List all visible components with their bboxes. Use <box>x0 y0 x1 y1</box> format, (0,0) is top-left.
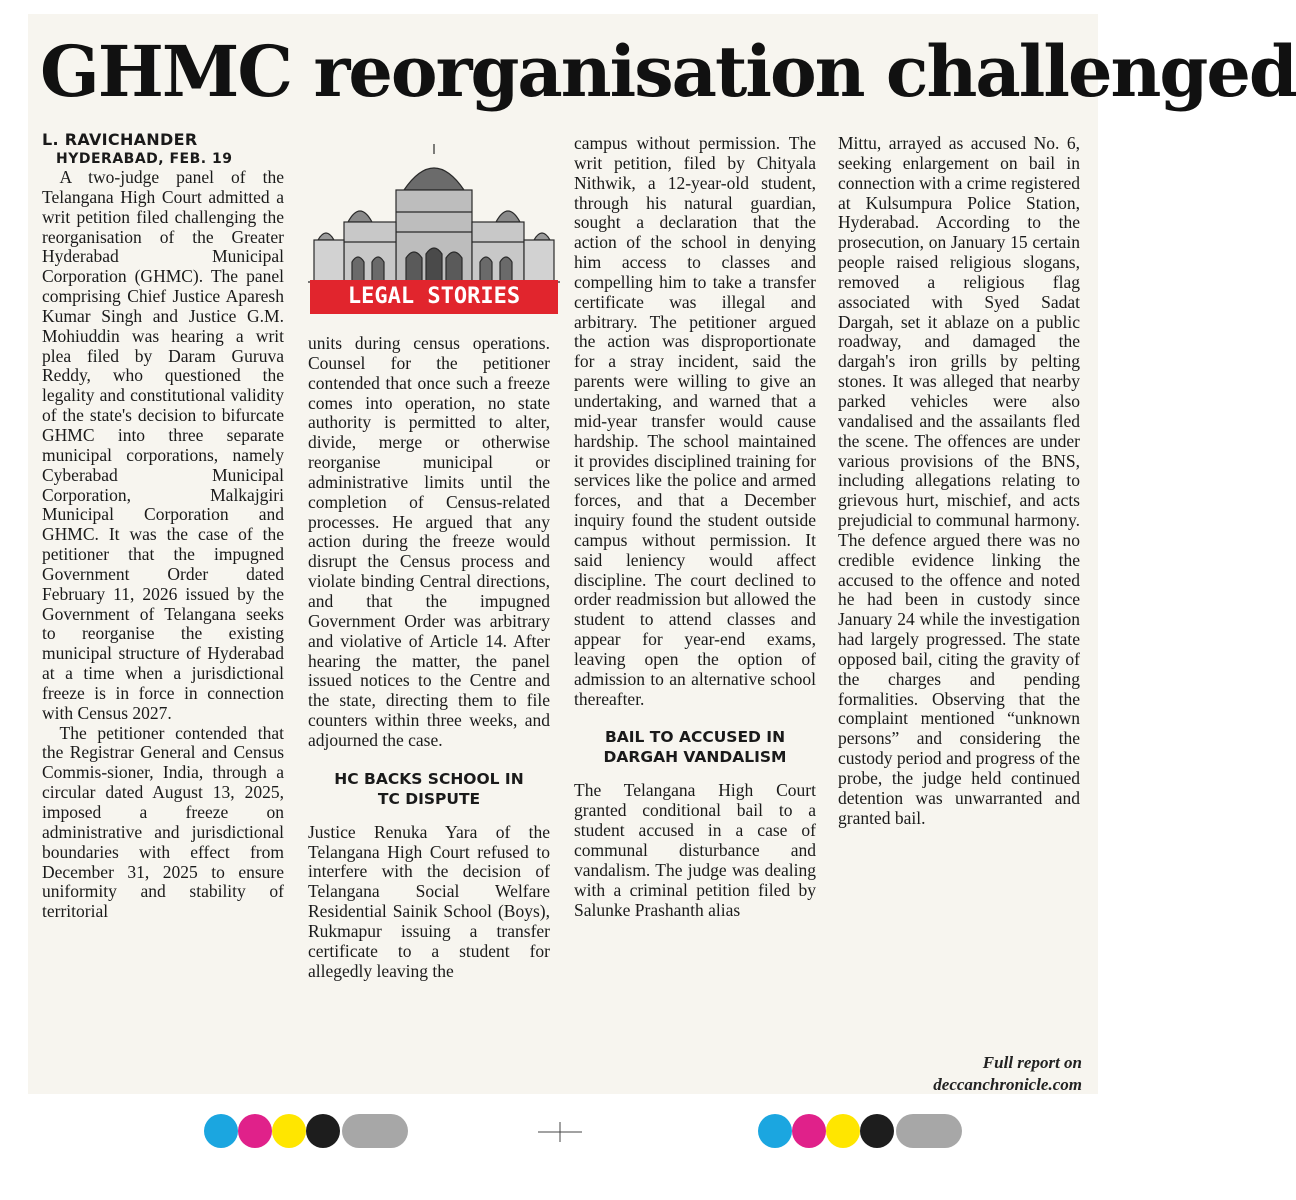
magenta-dot <box>792 1114 826 1148</box>
column-4 <box>838 134 1080 829</box>
magenta-dot <box>238 1114 272 1148</box>
grey-swatch <box>342 1114 408 1148</box>
byline: L. RAVICHANDER <box>42 130 198 149</box>
story3-subhead-line-1: BAIL TO ACCUSED IN <box>604 728 786 747</box>
legal-stories-badge: LEGAL STORIES <box>310 280 558 314</box>
black-dot <box>306 1114 340 1148</box>
color-registration-right <box>758 1114 962 1148</box>
column-2 <box>308 334 550 981</box>
cyan-dot <box>204 1114 238 1148</box>
grey-swatch <box>896 1114 962 1148</box>
story2-paragraph-1: Justice Renuka Yara of the Telangana High Court refused to interfere with the decision of Telangana Social Welfare Residential Sainik School (Boys), Rukmapur issuing a transfer certificate to a student for allegedly leaving the <box>308 821 550 981</box>
cyan-dot <box>758 1114 792 1148</box>
yellow-dot <box>826 1114 860 1148</box>
black-dot <box>860 1114 894 1148</box>
story3-paragraph-1: The Telangana High Court granted conditional bail to a student accused in a case of communal disturbance and vandalism. The judge was dealing with a criminal petition filed by Salunke Prashanth alias <box>574 780 816 920</box>
dateline: HYDERABAD, FEB. 19 <box>56 151 233 167</box>
full-report-credit <box>820 1052 1082 1096</box>
yellow-dot <box>272 1114 306 1148</box>
column-3 <box>574 134 816 920</box>
story1-paragraph-2-continued: units during census operations. Counsel for the petitioner contended that once such a freeze comes into operation, no state authority is permitted to alter, divide, merge or otherwise reorganise municipal or administrative limits until the completion of Census-related processes. He argued that any action during the freeze would disrupt the Census process and violate binding Central directions, and that the impugned Government Order was arbitrary and violative of Article 14. After hearing the matter, the panel issued notices to the Centre and the state, directing them to file counters within three weeks, and adjourned the case. <box>308 333 550 750</box>
column-1 <box>42 130 284 922</box>
credit-line-1: Full report on <box>982 1053 1082 1072</box>
headline: GHMC reorganisation challenged <box>40 30 1296 113</box>
story3-subhead-line-2: DARGAH VANDALISM <box>603 748 787 767</box>
story1-paragraph-2: The petitioner contended that the Registrar General and Census Commis-sioner, India, through a circular dated August 13, 2025, imposed a freeze on administrative and jurisdictional boundaries with effect from December 31, 2025 to ensure uniformity and stability of territorial <box>42 722 284 922</box>
credit-website: deccanchronicle.com <box>933 1075 1082 1094</box>
story2-subhead-line-1: HC BACKS SCHOOL IN <box>334 769 524 788</box>
story2-subhead-line-2: TC DISPUTE <box>377 789 481 808</box>
crosshair-registration-icon <box>538 1122 582 1142</box>
story1-paragraph-1: A two-judge panel of the Telangana High Court admitted a writ petition filed challenging the reorganisation of the Greater Hyderabad Municipal Corporation (GHMC). The panel comprising Chief Justice Aparesh Kumar Singh and Justice G.M. Mohiuddin was hearing a writ plea filed by Daram Guruva Reddy, who questioned the legality and constitutional validity of the state's decision to bifurcate GHMC into three separate municipal corporations, namely Cyberabad Municipal Corporation, Malkajgiri Municipal Corporation and GHMC. It was the case of the petitioner that the impugned Government Order dated February 11, 2026 issued by the Government of Telangana seeks to reorganise the existing municipal structure of Hyderabad at a time when a jurisdictional freeze is in force in connection with Census 2027. <box>42 167 284 723</box>
story2-paragraph-1-continued: campus without permission. The writ petition, filed by Chityala Nithwik, a 12-year-old student, through his natural guardian, sought a declaration that the action of the school in denying him access to classes and compelling him to take a transfer certificate was illegal and arbitrary. The petitioner argued the action was disproportionate for a stray incident, said the parents were willing to give an undertaking, and warned that a mid-year transfer would cause hardship. The school maintained it provides disciplined training for services like the police and armed forces, and that a December inquiry found the student outside campus without permission. It said leniency would affect discipline. The court declined to order readmission but allowed the student to attend classes and appear for year-end exams, leaving open the option of admission to an alternative school thereafter. <box>574 133 816 709</box>
story3-paragraph-1-continued: Mittu, arrayed as accused No. 6, seeking enlargement on bail in connection with a crime registered at Kulsumpura Police Station, Hyderabad. According to the prosecution, on January 15 certain people raised religious slogans, removed a religious flag associated with Syed Sadat Dargah, set it ablaze on a public roadway, and damaged the dargah's iron grills by pelting stones. It was alleged that nearby parked vehicles were also vandalised and the assailants fled the scene. The offences are under various provisions of the BNS, including allegations relating to grievous hurt, mischief, and acts prejudicial to communal harmony. The defence argued there was no credible evidence linking the accused to the offence and noted he had been in custody since January 24 while the investigation had largely progressed. The state opposed bail, citing the gravity of the charges and pending formalities. Observing that the complaint mentioned “unknown persons” and considering the custody period and progress of the probe, the judge held continued detention was unwarranted and granted bail. <box>838 133 1080 828</box>
color-registration-left <box>204 1114 408 1148</box>
